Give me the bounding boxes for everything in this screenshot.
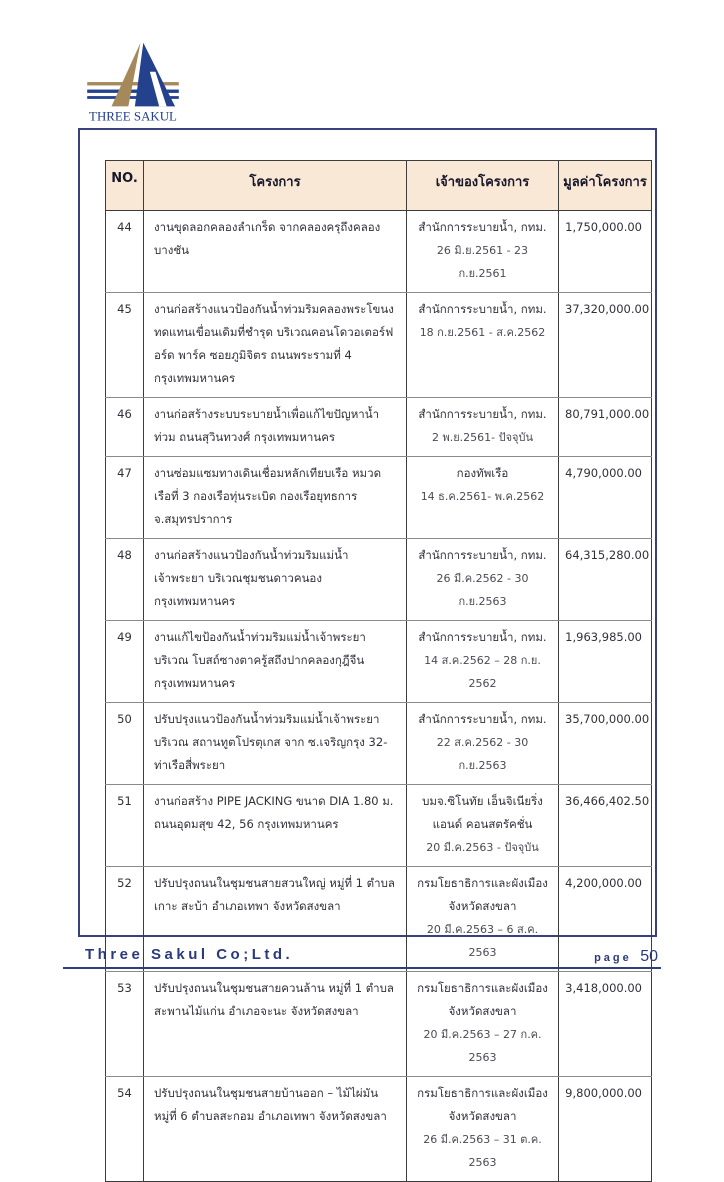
footer-page-indicator [594, 948, 658, 966]
owner-name: สำนักการระบายน้ำ, กทม. [418, 220, 547, 234]
project-dates: 20 มี.ค.2563 - ปัจจุบัน [426, 841, 539, 854]
project-value: 1,750,000.00 [559, 211, 652, 293]
project-name: งานซ่อมแซมทางเดินเชื่อมหลักเทียบเรือ หมวดเรือที่ 3 กองเรือทุ่นระเบิด กองเรือยุทธการ จ.สมุทรปราการ [144, 457, 407, 539]
project-owner [407, 972, 559, 1077]
projects-table-body [106, 211, 652, 1182]
table-row [106, 703, 652, 785]
header-no: NO. [106, 161, 144, 211]
row-number: 53 [106, 972, 144, 1077]
project-owner [407, 539, 559, 621]
owner-name: กรมโยธาธิการและผังเมือง จังหวัดสงขลา [417, 1086, 548, 1123]
project-dates: 22 ส.ค.2562 - 30 ก.ย.2563 [436, 736, 529, 772]
table-header-row [106, 161, 652, 211]
project-name: งานแก้ไขป้องกันน้ำท่วมริมแม่น้ำเจ้าพระยา บริเวณ โบสถ์ซางตาครู้สถึงปากคลองกุฎีจีน กรุงเทพมหานคร [144, 621, 407, 703]
page-label: page [594, 952, 632, 964]
row-number: 48 [106, 539, 144, 621]
sailboat-logo-icon [84, 40, 182, 126]
company-logo [84, 40, 182, 126]
header-value: มูลค่าโครงการ [559, 161, 652, 211]
table-row [106, 972, 652, 1077]
project-value: 3,418,000.00 [559, 972, 652, 1077]
project-name: ปรับปรุงถนนในชุมชนสายสวนใหญ่ หมู่ที่ 1 ตำบลเกาะ สะบ้า อำเภอเทพา จังหวัดสงขลา [144, 867, 407, 972]
row-number: 47 [106, 457, 144, 539]
table-row [106, 621, 652, 703]
project-dates: 14 ส.ค.2562 – 28 ก.ย. 2562 [424, 654, 541, 690]
owner-name: กรมโยธาธิการและผังเมือง จังหวัดสงขลา [417, 876, 548, 913]
page-number: 50 [640, 948, 658, 965]
owner-name: สำนักการระบายน้ำ, กทม. [418, 630, 547, 644]
row-number: 54 [106, 1077, 144, 1182]
header-owner: เจ้าของโครงการ [407, 161, 559, 211]
table-row [106, 457, 652, 539]
table-row [106, 785, 652, 867]
project-value: 4,790,000.00 [559, 457, 652, 539]
table-row [106, 211, 652, 293]
project-value: 35,700,000.00 [559, 703, 652, 785]
project-value: 4,200,000.00 [559, 867, 652, 972]
row-number: 52 [106, 867, 144, 972]
table-row [106, 539, 652, 621]
project-name: ปรับปรุงถนนในชุมชนสายบ้านออก – ไม้ไผ่มัน หมู่ที่ 6 ตำบลสะกอม อำเภอเทพา จังหวัดสงขลา [144, 1077, 407, 1182]
row-number: 49 [106, 621, 144, 703]
project-owner [407, 703, 559, 785]
project-owner [407, 867, 559, 972]
projects-table [105, 160, 652, 1182]
project-owner [407, 457, 559, 539]
project-value: 1,963,985.00 [559, 621, 652, 703]
owner-name: กรมโยธาธิการและผังเมือง จังหวัดสงขลา [417, 981, 548, 1018]
table-row [106, 1077, 652, 1182]
footer-divider-line [63, 967, 661, 969]
project-value: 9,800,000.00 [559, 1077, 652, 1182]
project-dates: 20 มี.ค.2563 – 6 ส.ค. 2563 [426, 923, 539, 959]
project-dates: 26 มี.ค.2563 – 31 ต.ค. 2563 [423, 1133, 542, 1169]
header-project: โครงการ [144, 161, 407, 211]
row-number: 45 [106, 293, 144, 398]
project-name: งานก่อสร้างแนวป้องกันน้ำท่วมริมแม่น้ำเจ้าพระยา บริเวณชุมชนดาวคนอง กรุงเทพมหานคร [144, 539, 407, 621]
project-value: 64,315,280.00 [559, 539, 652, 621]
project-name: ปรับปรุงถนนในชุมชนสายควนล้าน หมู่ที่ 1 ตำบล สะพานไม้แก่น อำเภอจะนะ จังหวัดสงขลา [144, 972, 407, 1077]
project-owner [407, 621, 559, 703]
project-name: งานก่อสร้างระบบระบายน้ำเพื่อแก้ไขปัญหาน้ำท่วม ถนนสุวินทวงศ์ กรุงเทพมหานคร [144, 398, 407, 457]
owner-name: สำนักการระบายน้ำ, กทม. [418, 712, 547, 726]
table-row [106, 293, 652, 398]
row-number: 44 [106, 211, 144, 293]
project-dates: 2 พ.ย.2561- ปัจจุบัน [431, 431, 534, 444]
project-name: ปรับปรุงแนวป้องกันน้ำท่วมริมแม่น้ำเจ้าพระยา บริเวณ สถานทูตโปรตุเกส จาก ซ.เจริญกรุง 32-ท่าเรือสี่พระยา [144, 703, 407, 785]
logo-wordmark: THREE SAKUL [89, 108, 177, 124]
footer-company-name: Three Sakul Co;Ltd. [85, 946, 294, 963]
project-owner [407, 785, 559, 867]
row-number: 51 [106, 785, 144, 867]
table-row [106, 398, 652, 457]
project-owner [407, 293, 559, 398]
owner-name: สำนักการระบายน้ำ, กทม. [418, 548, 547, 562]
owner-name: สำนักการระบายน้ำ, กทม. [418, 407, 547, 421]
project-dates: 26 มิ.ย.2561 - 23 ก.ย.2561 [436, 244, 529, 280]
project-name: งานขุดลอกคลองลำเกร็ด จากคลองครุถึงคลองบางชัน [144, 211, 407, 293]
project-dates: 14 ธ.ค.2561- พ.ค.2562 [420, 490, 545, 503]
project-name: งานก่อสร้าง PIPE JACKING ขนาด DIA 1.80 ม. ถนนอุดมสุข 42, 56 กรุงเทพมหานคร [144, 785, 407, 867]
project-owner [407, 1077, 559, 1182]
owner-name: บมจ.ซิโนทัย เอ็นจิเนียริ่ง แอนด์ คอนสตรัคชั่น [422, 794, 543, 831]
row-number: 46 [106, 398, 144, 457]
project-owner [407, 211, 559, 293]
owner-name: กองทัพเรือ [456, 466, 509, 480]
owner-name: สำนักการระบายน้ำ, กทม. [418, 302, 547, 316]
row-number: 50 [106, 703, 144, 785]
project-value: 37,320,000.00 [559, 293, 652, 398]
project-dates: 20 มี.ค.2563 – 27 ก.ค. 2563 [423, 1028, 542, 1064]
project-value: 36,466,402.50 [559, 785, 652, 867]
project-dates: 18 ก.ย.2561 - ส.ค.2562 [419, 326, 546, 339]
project-value: 80,791,000.00 [559, 398, 652, 457]
project-owner [407, 398, 559, 457]
project-dates: 26 มี.ค.2562 - 30 ก.ย.2563 [436, 572, 529, 608]
project-name: งานก่อสร้างแนวป้องกันน้ำท่วมริมคลองพระโขนง ทดแทนเขื่อนเดิมที่ชำรุด บริเวณคอนโดวอเตอร์ฟอร์ด พาร์ค ซอยภูมิจิตร ถนนพระรามที่ 4 กรุงเทพมหานคร [144, 293, 407, 398]
